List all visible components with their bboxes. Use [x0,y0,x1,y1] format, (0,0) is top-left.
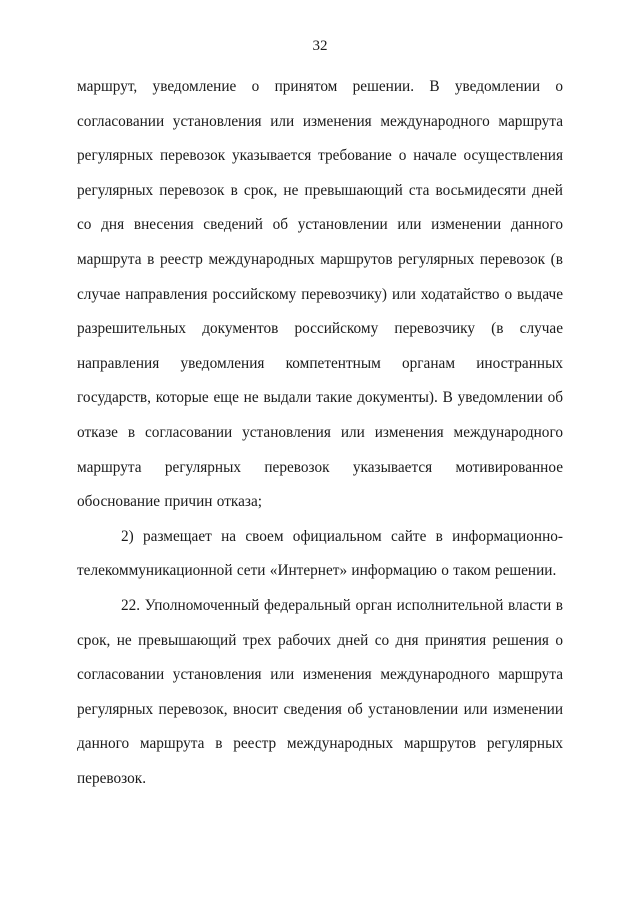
paragraph-continuation: маршрут, уведомление о принятом решении. В уведомлении о согласовании установления или изменения международного маршрута регулярных перевозок указывается требование о начале осуществления регулярных перевозок в срок, не превышающий ста восьмидесяти дней со дня внесения сведений об установлении или изменении данного маршрута в реестр международных маршрутов регулярных перевозок (в случае направления российскому перевозчику) или ходатайство о выдаче разрешительных документов российскому перевозчику (в случае направления уведомления компетентным органам иностранных государств, которые еще не выдали такие документы). В уведомлении об отказе в согласовании установления или изменения международного маршрута регулярных перевозок указывается мотивированное обоснование причин отказа; [77,78,563,511]
paragraph-item-22: 22. Уполномоченный федеральный орган исполнительной власти в срок, не превышающий трех рабочих дней со дня принятия решения о согласовании установления или изменения международного маршрута регулярных перевозок, вносит сведения об установлении или изменении данного маршрута в реестр международных маршрутов регулярных перевозок. [77,596,563,787]
paragraph-item-2: 2) размещает на своем официальном сайте в информационно-телекоммуникационной сети «Интернет» информацию о таком решении. [77,527,563,580]
page-number: 32 [312,38,328,54]
document-body [77,70,563,796]
